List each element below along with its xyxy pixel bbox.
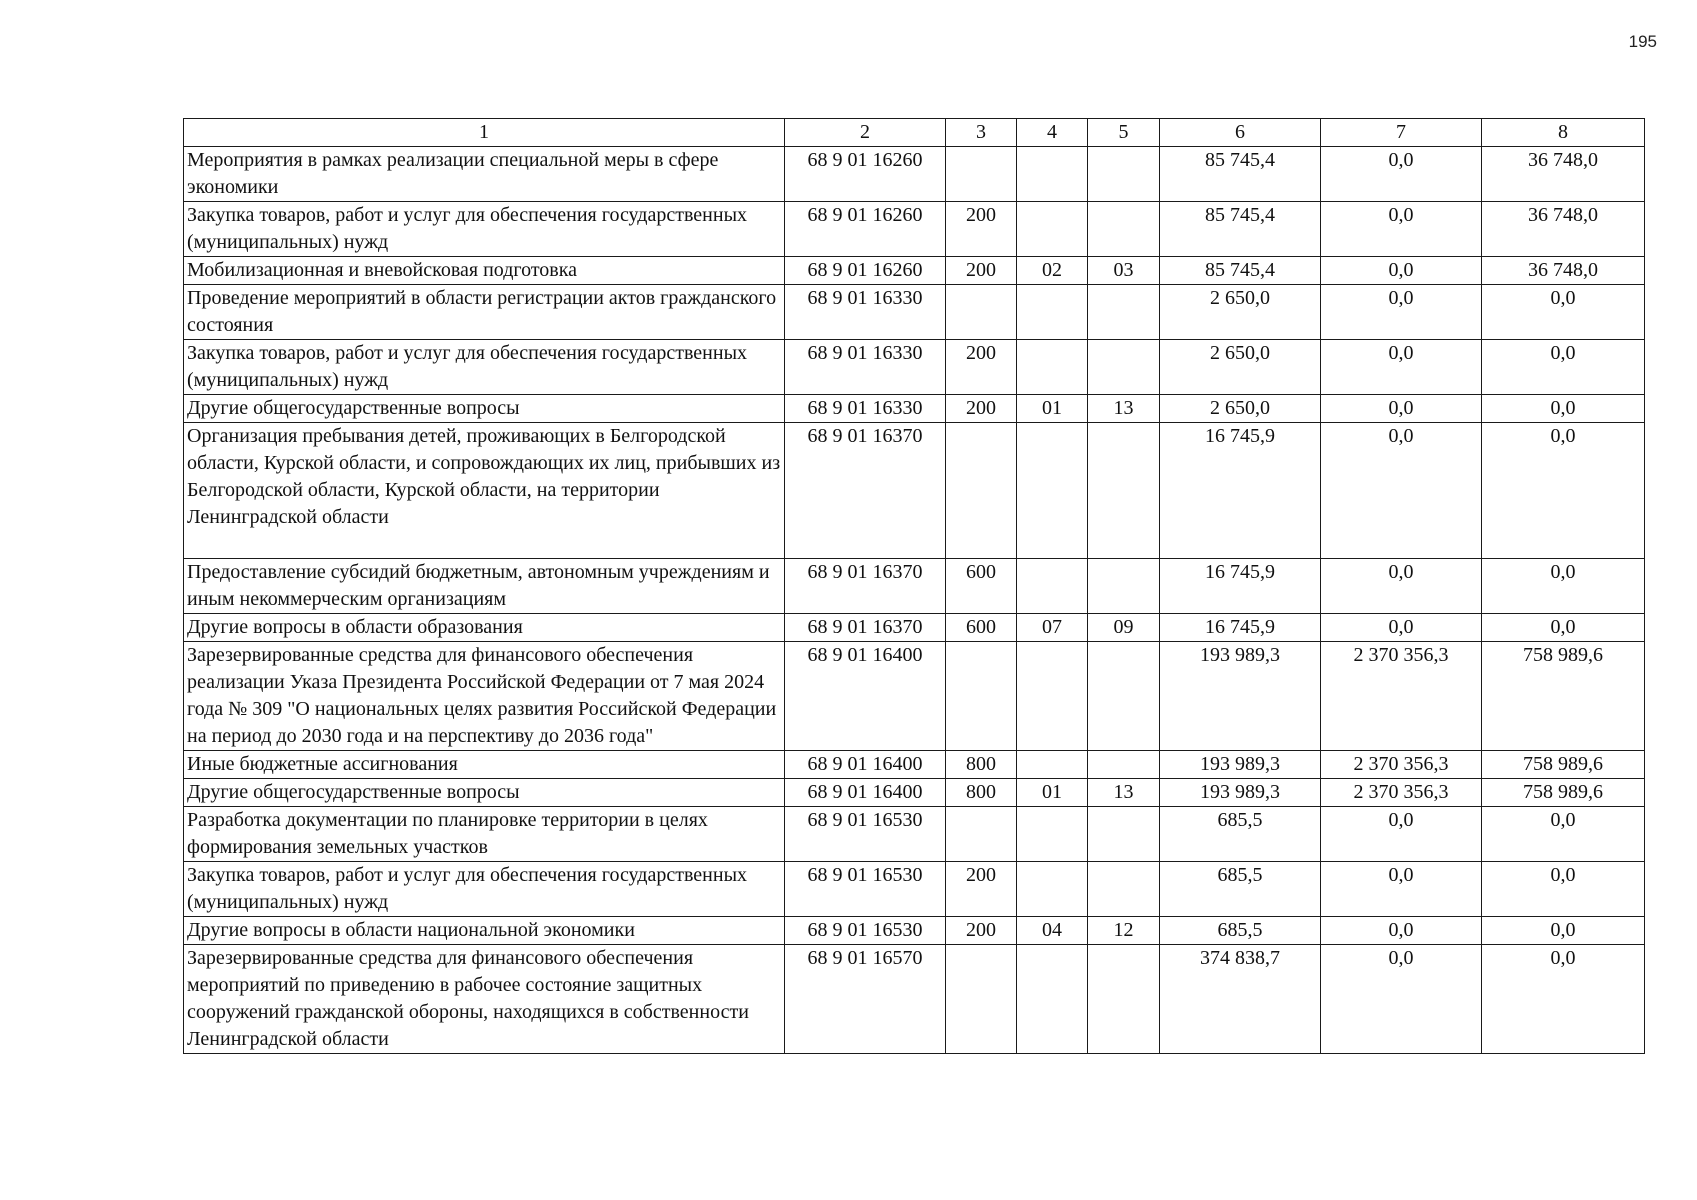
section-cell: 07 [1017,614,1088,642]
target-code-cell: 68 9 01 16570 [785,945,946,1054]
amount-col7-cell: 0,0 [1321,559,1482,614]
amount-col7-cell: 0,0 [1321,202,1482,257]
subsection-cell [1088,147,1160,202]
amount-col7-cell: 2 370 356,3 [1321,642,1482,751]
row-name-cell: Зарезервированные средства для финансового обеспечения мероприятий по приведению в рабочее состояние защитных сооружений гражданской обороны, находящихся в собственности Ленинградской области [184,945,785,1054]
expense-type-cell: 200 [946,257,1017,285]
section-cell: 04 [1017,917,1088,945]
row-name-cell: Зарезервированные средства для финансового обеспечения реализации Указа Президента Российской Федерации от 7 мая 2024 года № 309 "О национальных целях развития Российской Федерации на период до 2030 года и на перспективу до 2036 года" [184,642,785,751]
amount-col7-cell: 0,0 [1321,285,1482,340]
row-name-cell: Разработка документации по планировке территории в целях формирования земельных участков [184,807,785,862]
target-code-cell: 68 9 01 16400 [785,751,946,779]
table-row [184,257,1645,285]
amount-col8-cell: 0,0 [1482,395,1645,423]
row-name-cell: Закупка товаров, работ и услуг для обеспечения государственных (муниципальных) нужд [184,340,785,395]
table-row [184,147,1645,202]
amount-col6-cell: 193 989,3 [1160,779,1321,807]
target-code-cell: 68 9 01 16400 [785,642,946,751]
amount-col8-cell: 36 748,0 [1482,147,1645,202]
budget-table [183,118,1645,1054]
section-cell [1017,945,1088,1054]
subsection-cell: 12 [1088,917,1160,945]
amount-col6-cell: 16 745,9 [1160,423,1321,559]
amount-col7-cell: 2 370 356,3 [1321,779,1482,807]
expense-type-cell: 600 [946,614,1017,642]
subsection-cell: 03 [1088,257,1160,285]
expense-type-cell: 600 [946,559,1017,614]
amount-col7-cell: 0,0 [1321,807,1482,862]
row-name-cell: Другие общегосударственные вопросы [184,395,785,423]
expense-type-cell: 200 [946,395,1017,423]
table-row [184,285,1645,340]
amount-col7-cell: 2 370 356,3 [1321,751,1482,779]
row-name-cell: Мероприятия в рамках реализации специальной меры в сфере экономики [184,147,785,202]
amount-col8-cell: 0,0 [1482,945,1645,1054]
amount-col6-cell: 2 650,0 [1160,340,1321,395]
header-row [184,119,1645,147]
row-name-cell: Организация пребывания детей, проживающих в Белгородской области, Курской области, и сопровождающих их лиц, прибывших из Белгородской области, Курской области, на территории Ленинградской области [184,423,785,559]
column-header-5: 5 [1088,119,1160,147]
row-name-cell: Иные бюджетные ассигнования [184,751,785,779]
expense-type-cell: 200 [946,917,1017,945]
section-cell [1017,285,1088,340]
amount-col7-cell: 0,0 [1321,917,1482,945]
amount-col8-cell: 36 748,0 [1482,257,1645,285]
amount-col7-cell: 0,0 [1321,423,1482,559]
amount-col8-cell: 0,0 [1482,559,1645,614]
subsection-cell [1088,807,1160,862]
column-header-8: 8 [1482,119,1645,147]
target-code-cell: 68 9 01 16370 [785,559,946,614]
amount-col6-cell: 2 650,0 [1160,395,1321,423]
target-code-cell: 68 9 01 16370 [785,614,946,642]
target-code-cell: 68 9 01 16260 [785,257,946,285]
table-row [184,395,1645,423]
expense-type-cell [946,147,1017,202]
expense-type-cell: 200 [946,862,1017,917]
subsection-cell [1088,202,1160,257]
amount-col8-cell: 0,0 [1482,423,1645,559]
target-code-cell: 68 9 01 16530 [785,862,946,917]
amount-col6-cell: 685,5 [1160,917,1321,945]
amount-col8-cell: 36 748,0 [1482,202,1645,257]
amount-col6-cell: 16 745,9 [1160,614,1321,642]
section-cell [1017,807,1088,862]
target-code-cell: 68 9 01 16530 [785,807,946,862]
subsection-cell: 13 [1088,395,1160,423]
expense-type-cell: 800 [946,779,1017,807]
target-code-cell: 68 9 01 16260 [785,147,946,202]
section-cell [1017,862,1088,917]
amount-col7-cell: 0,0 [1321,395,1482,423]
table-row [184,614,1645,642]
section-cell [1017,559,1088,614]
row-name-cell: Другие вопросы в области национальной экономики [184,917,785,945]
subsection-cell: 13 [1088,779,1160,807]
amount-col7-cell: 0,0 [1321,147,1482,202]
expense-type-cell: 800 [946,751,1017,779]
subsection-cell [1088,340,1160,395]
amount-col8-cell: 0,0 [1482,614,1645,642]
amount-col8-cell: 758 989,6 [1482,642,1645,751]
table-row [184,807,1645,862]
section-cell: 01 [1017,395,1088,423]
column-header-4: 4 [1017,119,1088,147]
column-header-2: 2 [785,119,946,147]
amount-col6-cell: 685,5 [1160,807,1321,862]
subsection-cell [1088,423,1160,559]
expense-type-cell [946,423,1017,559]
amount-col7-cell: 0,0 [1321,614,1482,642]
amount-col6-cell: 85 745,4 [1160,147,1321,202]
column-header-6: 6 [1160,119,1321,147]
table-row [184,945,1645,1054]
table-row [184,779,1645,807]
amount-col8-cell: 0,0 [1482,917,1645,945]
target-code-cell: 68 9 01 16370 [785,423,946,559]
amount-col7-cell: 0,0 [1321,945,1482,1054]
table-row [184,559,1645,614]
row-name-cell: Проведение мероприятий в области регистрации актов гражданского состояния [184,285,785,340]
table-row [184,917,1645,945]
amount-col8-cell: 758 989,6 [1482,779,1645,807]
subsection-cell: 09 [1088,614,1160,642]
amount-col6-cell: 193 989,3 [1160,751,1321,779]
subsection-cell [1088,642,1160,751]
section-cell [1017,202,1088,257]
table-row [184,202,1645,257]
table-row [184,751,1645,779]
target-code-cell: 68 9 01 16330 [785,395,946,423]
table-row [184,423,1645,559]
section-cell [1017,147,1088,202]
target-code-cell: 68 9 01 16400 [785,779,946,807]
expense-type-cell [946,642,1017,751]
amount-col7-cell: 0,0 [1321,862,1482,917]
expense-type-cell: 200 [946,340,1017,395]
row-name-cell: Мобилизационная и вневойсковая подготовка [184,257,785,285]
section-cell [1017,642,1088,751]
section-cell: 02 [1017,257,1088,285]
expense-type-cell: 200 [946,202,1017,257]
table-row [184,862,1645,917]
amount-col6-cell: 685,5 [1160,862,1321,917]
amount-col6-cell: 16 745,9 [1160,559,1321,614]
section-cell [1017,423,1088,559]
subsection-cell [1088,862,1160,917]
row-name-cell: Закупка товаров, работ и услуг для обеспечения государственных (муниципальных) нужд [184,862,785,917]
amount-col6-cell: 193 989,3 [1160,642,1321,751]
amount-col7-cell: 0,0 [1321,257,1482,285]
amount-col7-cell: 0,0 [1321,340,1482,395]
row-name-cell: Закупка товаров, работ и услуг для обеспечения государственных (муниципальных) нужд [184,202,785,257]
subsection-cell [1088,559,1160,614]
amount-col6-cell: 85 745,4 [1160,257,1321,285]
row-name-cell: Предоставление субсидий бюджетным, автономным учреждениям и иным некоммерческим организациям [184,559,785,614]
target-code-cell: 68 9 01 16330 [785,285,946,340]
amount-col6-cell: 374 838,7 [1160,945,1321,1054]
subsection-cell [1088,285,1160,340]
table-row [184,340,1645,395]
amount-col8-cell: 0,0 [1482,285,1645,340]
expense-type-cell [946,945,1017,1054]
target-code-cell: 68 9 01 16330 [785,340,946,395]
section-cell [1017,751,1088,779]
amount-col6-cell: 85 745,4 [1160,202,1321,257]
amount-col8-cell: 0,0 [1482,862,1645,917]
target-code-cell: 68 9 01 16530 [785,917,946,945]
column-header-3: 3 [946,119,1017,147]
column-header-7: 7 [1321,119,1482,147]
row-name-cell: Другие вопросы в области образования [184,614,785,642]
section-cell [1017,340,1088,395]
subsection-cell [1088,945,1160,1054]
column-header-1: 1 [184,119,785,147]
subsection-cell [1088,751,1160,779]
row-name-cell: Другие общегосударственные вопросы [184,779,785,807]
page-number: 195 [1628,32,1657,51]
expense-type-cell [946,285,1017,340]
amount-col6-cell: 2 650,0 [1160,285,1321,340]
amount-col8-cell: 0,0 [1482,807,1645,862]
section-cell: 01 [1017,779,1088,807]
amount-col8-cell: 758 989,6 [1482,751,1645,779]
amount-col8-cell: 0,0 [1482,340,1645,395]
table-row [184,642,1645,751]
expense-type-cell [946,807,1017,862]
target-code-cell: 68 9 01 16260 [785,202,946,257]
